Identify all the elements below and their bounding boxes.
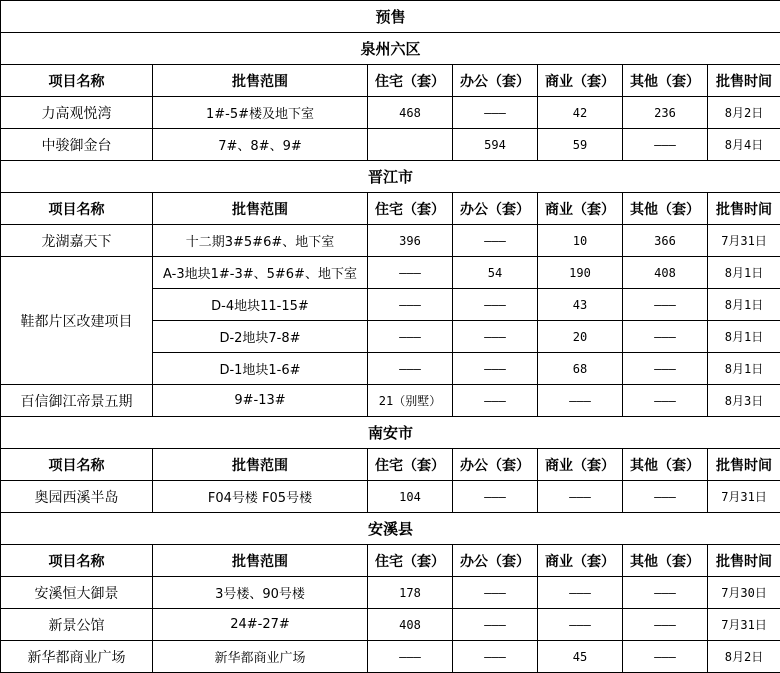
other-count-cell: ——— <box>623 641 708 673</box>
table-row <box>1 609 780 641</box>
other-count-cell: ——— <box>623 577 708 609</box>
office-count-cell: ——— <box>453 353 538 385</box>
scope-cell: 9#-13# <box>153 385 368 417</box>
residential-count-cell: 178 <box>368 577 453 609</box>
scope-cell: D-1地块1-6# <box>153 353 368 385</box>
table-row <box>1 225 780 257</box>
other-count-cell: ——— <box>623 385 708 417</box>
residential-count-cell: ——— <box>368 257 453 289</box>
col-header-date: 批售时间 <box>708 545 780 577</box>
region-title: 泉州六区 <box>1 33 780 65</box>
other-count-cell: ——— <box>623 289 708 321</box>
scope-cell: 十二期3#5#6#、地下室 <box>153 225 368 257</box>
col-header-commercial: 商业（套） <box>538 545 623 577</box>
column-header-row <box>1 545 780 577</box>
col-header-project: 项目名称 <box>1 545 153 577</box>
region-title-row <box>1 161 780 193</box>
scope-cell: 24#-27# <box>153 609 368 641</box>
col-header-residential: 住宅（套） <box>368 545 453 577</box>
office-count-cell: ——— <box>453 641 538 673</box>
col-header-other: 其他（套） <box>623 545 708 577</box>
residential-count-cell: ——— <box>368 641 453 673</box>
table-row <box>1 481 780 513</box>
date-cell: 8月1日 <box>708 257 780 289</box>
date-cell: 8月4日 <box>708 129 780 161</box>
commercial-count-cell: 20 <box>538 321 623 353</box>
column-header-row <box>1 65 780 97</box>
date-cell: 7月30日 <box>708 577 780 609</box>
col-header-other: 其他（套） <box>623 449 708 481</box>
col-header-scope: 批售范围 <box>153 65 368 97</box>
region-title-row <box>1 513 780 545</box>
col-header-scope: 批售范围 <box>153 193 368 225</box>
title-row <box>1 1 780 33</box>
col-header-project: 项目名称 <box>1 193 153 225</box>
other-count-cell: ——— <box>623 321 708 353</box>
col-header-date: 批售时间 <box>708 65 780 97</box>
region-title: 安溪县 <box>1 513 780 545</box>
date-cell: 7月31日 <box>708 609 780 641</box>
date-cell: 8月1日 <box>708 321 780 353</box>
commercial-count-cell: 10 <box>538 225 623 257</box>
commercial-count-cell: ——— <box>538 481 623 513</box>
residential-count-cell: 104 <box>368 481 453 513</box>
col-header-office: 办公（套） <box>453 449 538 481</box>
table-row <box>1 257 780 289</box>
other-count-cell: 236 <box>623 97 708 129</box>
office-count-cell: ——— <box>453 321 538 353</box>
commercial-count-cell: 190 <box>538 257 623 289</box>
office-count-cell: ——— <box>453 385 538 417</box>
commercial-count-cell: ——— <box>538 609 623 641</box>
office-count-cell: ——— <box>453 577 538 609</box>
office-count-cell: ——— <box>453 609 538 641</box>
office-count-cell: ——— <box>453 289 538 321</box>
col-header-residential: 住宅（套） <box>368 193 453 225</box>
col-header-commercial: 商业（套） <box>538 449 623 481</box>
other-count-cell: ——— <box>623 353 708 385</box>
commercial-count-cell: 42 <box>538 97 623 129</box>
col-header-date: 批售时间 <box>708 193 780 225</box>
col-header-commercial: 商业（套） <box>538 193 623 225</box>
col-header-scope: 批售范围 <box>153 449 368 481</box>
residential-count-cell: 408 <box>368 609 453 641</box>
col-header-office: 办公（套） <box>453 545 538 577</box>
region-title-row <box>1 417 780 449</box>
project-name-cell: 鞋都片区改建项目 <box>1 257 153 385</box>
other-count-cell: 366 <box>623 225 708 257</box>
project-name-cell: 力高观悦湾 <box>1 97 153 129</box>
office-count-cell: 594 <box>453 129 538 161</box>
project-name-cell: 中骏御金台 <box>1 129 153 161</box>
region-title-row <box>1 33 780 65</box>
col-header-commercial: 商业（套） <box>538 65 623 97</box>
project-name-cell: 奥园西溪半岛 <box>1 481 153 513</box>
scope-cell: 1#-5#楼及地下室 <box>153 97 368 129</box>
other-count-cell: ——— <box>623 481 708 513</box>
commercial-count-cell: 45 <box>538 641 623 673</box>
date-cell: 7月31日 <box>708 481 780 513</box>
commercial-count-cell: ——— <box>538 385 623 417</box>
commercial-count-cell: 68 <box>538 353 623 385</box>
project-name-cell: 新景公馆 <box>1 609 153 641</box>
office-count-cell: ——— <box>453 97 538 129</box>
scope-cell: 新华都商业广场 <box>153 641 368 673</box>
date-cell: 7月31日 <box>708 225 780 257</box>
table-title: 预售 <box>1 1 780 33</box>
table-body <box>1 1 780 673</box>
office-count-cell: 54 <box>453 257 538 289</box>
scope-cell: F04号楼 F05号楼 <box>153 481 368 513</box>
office-count-cell: ——— <box>453 481 538 513</box>
col-header-office: 办公（套） <box>453 193 538 225</box>
project-name-cell: 新华都商业广场 <box>1 641 153 673</box>
column-header-row <box>1 449 780 481</box>
office-count-cell: ——— <box>453 225 538 257</box>
scope-cell: D-4地块11-15# <box>153 289 368 321</box>
residential-count-cell: 21（别墅） <box>368 385 453 417</box>
residential-count-cell: ——— <box>368 289 453 321</box>
residential-count-cell: 396 <box>368 225 453 257</box>
col-header-scope: 批售范围 <box>153 545 368 577</box>
scope-cell: 3号楼、90号楼 <box>153 577 368 609</box>
col-header-office: 办公（套） <box>453 65 538 97</box>
residential-count-cell: ——— <box>368 321 453 353</box>
date-cell: 8月1日 <box>708 289 780 321</box>
table-row <box>1 385 780 417</box>
col-header-project: 项目名称 <box>1 449 153 481</box>
table-row <box>1 641 780 673</box>
region-title: 晋江市 <box>1 161 780 193</box>
commercial-count-cell: 59 <box>538 129 623 161</box>
date-cell: 8月1日 <box>708 353 780 385</box>
other-count-cell: 408 <box>623 257 708 289</box>
col-header-residential: 住宅（套） <box>368 65 453 97</box>
commercial-count-cell: 43 <box>538 289 623 321</box>
scope-cell: D-2地块7-8# <box>153 321 368 353</box>
table-row <box>1 577 780 609</box>
date-cell: 8月2日 <box>708 641 780 673</box>
col-header-residential: 住宅（套） <box>368 449 453 481</box>
table-row <box>1 129 780 161</box>
scope-cell: A-3地块1#-3#、5#6#、地下室 <box>153 257 368 289</box>
date-cell: 8月2日 <box>708 97 780 129</box>
date-cell: 8月3日 <box>708 385 780 417</box>
region-title: 南安市 <box>1 417 780 449</box>
other-count-cell: ——— <box>623 609 708 641</box>
project-name-cell: 安溪恒大御景 <box>1 577 153 609</box>
col-header-project: 项目名称 <box>1 65 153 97</box>
other-count-cell: ——— <box>623 129 708 161</box>
column-header-row <box>1 193 780 225</box>
commercial-count-cell: ——— <box>538 577 623 609</box>
table-row <box>1 97 780 129</box>
residential-count-cell <box>368 129 453 161</box>
col-header-other: 其他（套） <box>623 193 708 225</box>
col-header-date: 批售时间 <box>708 449 780 481</box>
project-name-cell: 百信御江帝景五期 <box>1 385 153 417</box>
residential-count-cell: 468 <box>368 97 453 129</box>
col-header-other: 其他（套） <box>623 65 708 97</box>
residential-count-cell: ——— <box>368 353 453 385</box>
scope-cell: 7#、8#、9# <box>153 129 368 161</box>
project-name-cell: 龙湖嘉天下 <box>1 225 153 257</box>
